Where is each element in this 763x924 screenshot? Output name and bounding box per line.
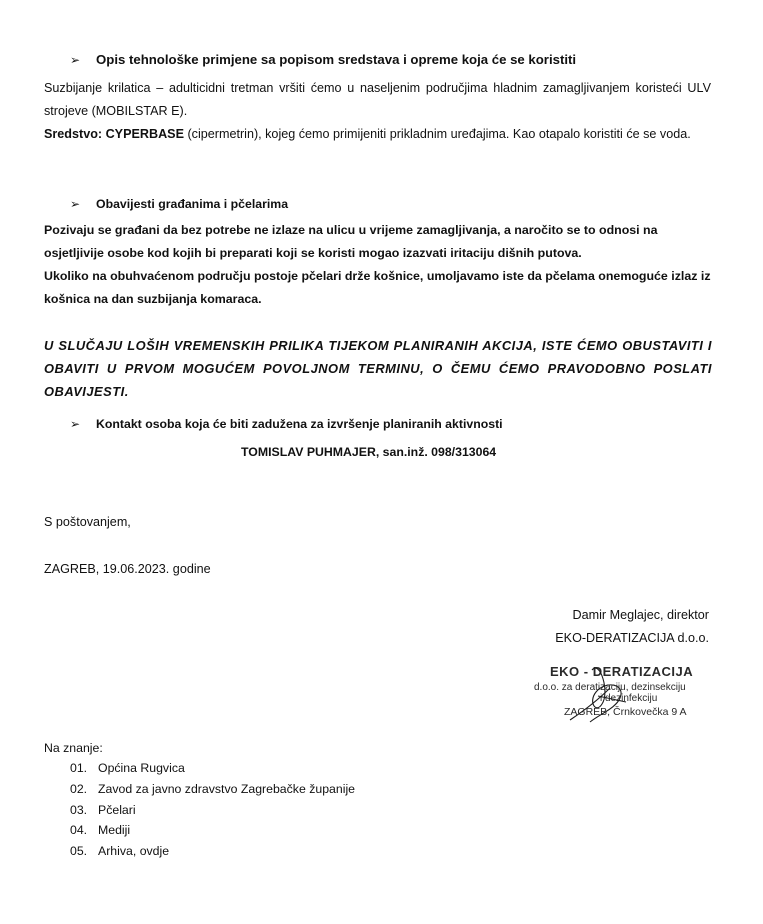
section1-paragraph: Suzbijanje krilatica – adulticidni tretman vršiti ćemo u naseljenim područjima hladnim zamagljivanjem koristeći ULV strojeve (MOBILSTAR E).: [44, 81, 711, 118]
signature-icon: [530, 662, 720, 732]
list-item: [70, 823, 130, 837]
list-item-text: Arhiva, ovdje: [98, 844, 170, 858]
agent-description: (cipermetrin), kojeg ćemo primijeniti prikladnim uređajima. Kao otapalo koristiti će se voda.: [183, 127, 691, 141]
bullet-arrow-icon: ➢: [70, 417, 81, 431]
stamp-line1: EKO - DERATIZACIJA: [550, 664, 694, 679]
company-stamp: [530, 662, 720, 732]
section3-heading-row: [70, 417, 503, 431]
section2-paragraph-citizens: Pozivaju se građani da bez potrebe ne izlaze na ulicu u vrijeme zamagljivanja, a naročito se to odnosi na osjetljivije osobe kod kojih bi preparati koji se koristi mogao izazvati iritaciju dišnih putova.: [44, 223, 658, 260]
list-item-text: Mediji: [98, 823, 131, 837]
list-item-text: Općina Rugvica: [98, 761, 185, 775]
closing-regards: S poštovanjem,: [44, 515, 131, 529]
list-item: [70, 844, 169, 858]
section2-heading: Obavijesti građanima i pčelarima: [96, 197, 289, 211]
section2-heading-row: [70, 197, 288, 211]
section1-heading-row: [70, 52, 576, 67]
list-item-number: 01.: [70, 761, 88, 775]
stamp-line3: i dezinfekciju: [600, 693, 658, 704]
list-item: [70, 761, 185, 775]
section2-paragraph-beekeepers: Ukoliko na obuhvaćenom području postoje pčelari drže košnice, umoljavamo iste da pčelama onemoguće izlaz iz košnica na dan suzbijanja komaraca.: [44, 269, 711, 306]
contact-person: TOMISLAV PUHMAJER, san.inž. 098/313064: [241, 445, 497, 459]
list-item-number: 02.: [70, 782, 88, 796]
cc-label: Na znanje:: [44, 741, 103, 755]
section3-heading: Kontakt osoba koja će biti zadužena za izvršenje planiranih aktivnosti: [96, 417, 503, 431]
signer-name: Damir Meglajec, direktor: [572, 608, 709, 622]
agent-label: Sredstvo: CYPERBASE: [44, 127, 184, 141]
list-item: [70, 803, 136, 817]
weather-warning: U SLUČAJU LOŠIH VREMENSKIH PRILIKA TIJEKOM PLANIRANIH AKCIJA, ISTE ĆEMO OBUSTAVITI I OBAVITI U PRVOM MOGUĆEM POVOLJNOM TERMINU, O ČEMU ĆEMO PRAVODOBNO POSLATI OBAVIJESTI.: [44, 338, 712, 399]
section1-agent-paragraph: [44, 123, 711, 146]
stamp-line4: ZAGREB, Črnkovečka 9 A: [564, 706, 687, 718]
list-item: [70, 782, 355, 796]
bullet-arrow-icon: ➢: [70, 197, 81, 211]
list-item-number: 04.: [70, 823, 88, 837]
list-item-text: Zavod za javno zdravstvo Zagrebačke županije: [98, 782, 356, 796]
section1-heading: Opis tehnološke primjene sa popisom sredstava i opreme koja će se koristiti: [96, 52, 577, 67]
list-item-text: Pčelari: [98, 803, 136, 817]
stamp-line2: d.o.o. za deratizaciju, dezinsekciju: [534, 682, 686, 693]
company-name: EKO-DERATIZACIJA d.o.o.: [555, 631, 709, 645]
bullet-arrow-icon: ➢: [70, 52, 81, 67]
place-date: ZAGREB, 19.06.2023. godine: [44, 562, 211, 576]
list-item-number: 03.: [70, 803, 88, 817]
list-item-number: 05.: [70, 844, 88, 858]
